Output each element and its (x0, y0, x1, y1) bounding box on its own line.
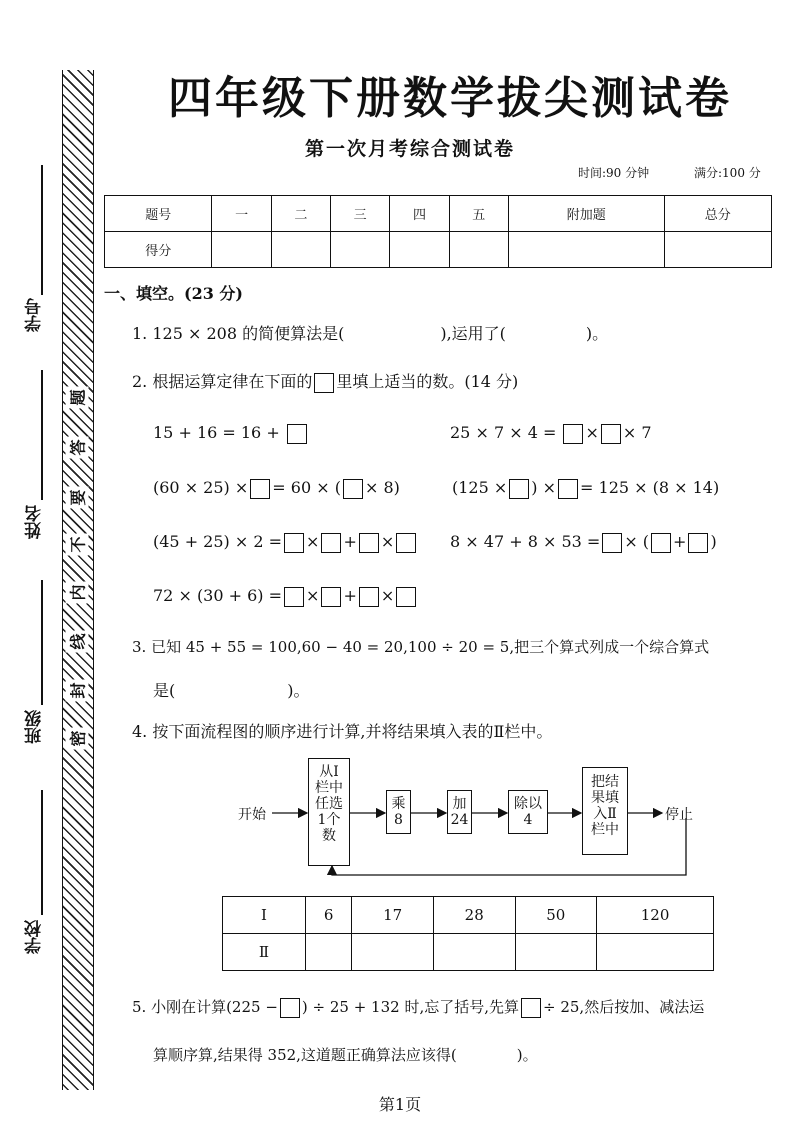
answer-box[interactable] (280, 998, 300, 1018)
expr-text: × (306, 532, 320, 551)
calc-cell: 17 (352, 897, 434, 934)
expr-text: 72 × (30 + 6) = (153, 586, 283, 605)
expr-text: + (343, 532, 357, 551)
calc-cell: 50 (515, 897, 597, 934)
calc-row-label: Ⅱ (223, 934, 306, 971)
expr-text: × (380, 532, 395, 551)
page-subtitle: 第一次月考综合测试卷 (304, 138, 515, 160)
score-table-cell: 三 (331, 196, 390, 232)
score-table-cell: 五 (449, 196, 508, 232)
school-label: 学校 (25, 920, 45, 954)
expr-text: × (585, 423, 599, 442)
exam-full-score: 满分:100 分 (694, 166, 761, 180)
calc-answer-cell[interactable] (515, 934, 597, 971)
question-1: 1. 125 × 208 的简便算法是( ),运用了( )。 (132, 324, 609, 343)
answer-box[interactable] (521, 998, 541, 1018)
calc-answer-cell[interactable] (597, 934, 714, 971)
question-5-line1 (132, 996, 704, 1018)
exam-time: 时间:90 分钟 (578, 166, 650, 180)
expr-text: + (673, 532, 687, 551)
score-table-cell: 附加题 (508, 196, 664, 232)
calc-row-2 (223, 934, 714, 971)
expr-text: 8 × 47 + 8 × 53 = (450, 532, 601, 551)
flow-text: 数 (322, 828, 336, 844)
score-row-label: 得分 (105, 232, 212, 268)
q5-text: 5. 小刚在计算(225 − (132, 998, 278, 1016)
expr-text: (45 + 25) × 2 = (153, 532, 283, 551)
q5-text: ÷ 25,然后按加、减法运 (543, 998, 705, 1016)
page-title: 四年级下册数学拔尖测试卷 (168, 73, 732, 124)
calc-answer-cell[interactable] (352, 934, 434, 971)
flow-step-divide (508, 790, 548, 834)
flow-step-multiply (386, 790, 411, 834)
flow-text: 填 (605, 790, 619, 806)
flow-step-add (447, 790, 472, 834)
expr-text: × 8) (364, 478, 400, 497)
flow-text: 中 (605, 822, 619, 838)
q2-text: 2. 根据运算定律在下面的 (132, 372, 313, 391)
q5-text: ) ÷ 25 + 132 时,忘了括号,先算 (301, 998, 519, 1016)
flow-text: 结 (605, 774, 619, 790)
expr-text: × 7 (622, 423, 652, 442)
flow-text: 24 (450, 812, 469, 828)
flow-text: 从 (319, 764, 334, 780)
flow-start: 开始 (238, 807, 266, 823)
seal-char: 题 (66, 387, 89, 409)
flow-text: 栏 (315, 780, 329, 796)
flow-text: Ⅱ (607, 806, 617, 822)
flow-step-select (308, 758, 350, 866)
expr-text: = 60 × ( (272, 478, 341, 497)
flow-text: 8 (394, 812, 403, 828)
question-5-line2: 算顺序算,结果得 352,这道题正确算法应该得( )。 (153, 1046, 538, 1064)
calc-cell: 120 (597, 897, 714, 934)
score-table-cell: 题号 (105, 196, 212, 232)
page-number: 第1页 (378, 1095, 422, 1114)
flow-text: 加 (452, 796, 467, 812)
expr-text: 25 × 7 × 4 = (450, 423, 557, 442)
question-3-line1: 3. 已知 45 + 55 = 100,60 − 40 = 20,100 ÷ 20 = 5,把三个算式列成一个综合算式 (132, 638, 710, 656)
flow-text: 任 (315, 796, 329, 812)
expr-text: × (306, 586, 320, 605)
student-id-label: 学号 (25, 298, 45, 332)
name-label: 姓名 (25, 505, 45, 539)
class-label: 班级 (25, 710, 45, 744)
flow-text: 把 (591, 774, 605, 790)
question-4: 4. 按下面流程图的顺序进行计算,并将结果填入表的Ⅱ栏中。 (132, 722, 553, 741)
flow-text: 中 (329, 780, 343, 796)
expr-text: 15 + 16 = 16 + (153, 423, 280, 442)
calc-row-label: Ⅰ (223, 897, 306, 934)
score-table-cell: 总分 (664, 196, 772, 232)
seal-char: 要 (66, 487, 89, 509)
score-table-cell: 四 (390, 196, 449, 232)
calc-answer-cell[interactable] (433, 934, 515, 971)
seal-char: 封 (66, 680, 89, 702)
expr-text: + (343, 586, 357, 605)
expr-text: × (380, 586, 395, 605)
flow-text: 1个 (317, 812, 341, 828)
expr-text: ) (710, 532, 717, 551)
flow-text: 除以 (514, 796, 542, 812)
flow-text: 栏 (591, 822, 605, 838)
q2-text: 里填上适当的数。(14 分) (336, 372, 519, 391)
section-1-title: 一、填空。(23 分) (104, 284, 243, 303)
flow-text: 4 (523, 812, 533, 828)
flow-end: 停止 (665, 807, 693, 823)
calc-row-1 (223, 897, 714, 934)
flow-text: 选 (329, 796, 343, 812)
seal-char: 线 (66, 631, 89, 653)
calc-cell: 6 (306, 897, 352, 934)
seal-char: 答 (66, 437, 89, 459)
seal-char: 密 (66, 728, 89, 750)
flow-text: Ⅰ (333, 764, 339, 780)
calc-answer-cell[interactable] (306, 934, 352, 971)
expr-text: (125 × (452, 478, 508, 497)
question-3-line2: 是( )。 (153, 681, 310, 700)
expr-text: = 125 × (8 × 14) (580, 478, 720, 497)
flow-step-fill (582, 767, 628, 855)
flow-text: 入 (593, 806, 608, 822)
expr-text: ) × (531, 478, 557, 497)
expr-text: × ( (624, 532, 650, 551)
seal-char: 不 (66, 534, 89, 556)
calc-table (222, 896, 714, 971)
calc-cell: 28 (433, 897, 515, 934)
score-table-cell: 二 (271, 196, 330, 232)
expr-text: (60 × 25) × (153, 478, 249, 497)
flow-text: 乘 (391, 796, 406, 812)
seal-char: 内 (66, 582, 89, 604)
score-table-cell: 一 (212, 196, 271, 232)
flow-text: 果 (591, 790, 605, 806)
